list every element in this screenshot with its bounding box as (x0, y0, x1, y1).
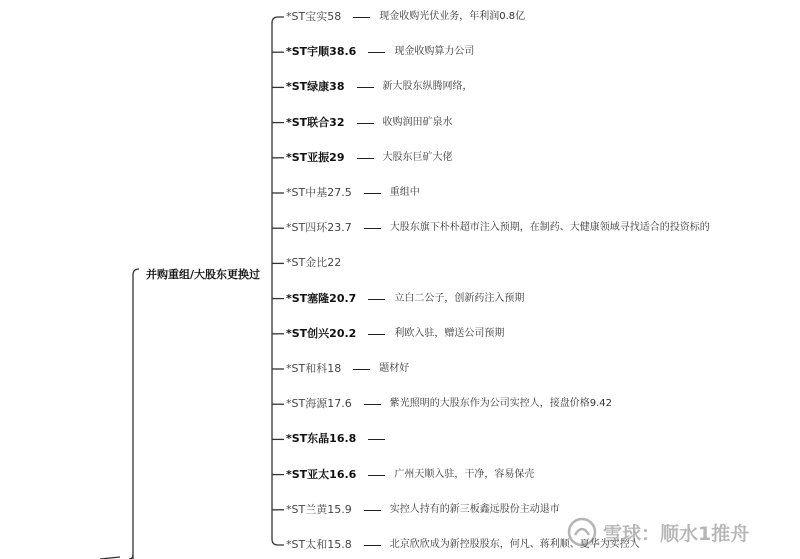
snowball-logo-icon (567, 517, 597, 547)
note-connector-dash (364, 404, 381, 405)
stock-node-label[interactable]: *ST四环23.7 (286, 221, 352, 235)
note-connector-dash (368, 52, 385, 53)
stock-node-label[interactable]: *ST亚太16.6 (286, 467, 357, 481)
note-text: 立白二公子，创新药注入预期 (394, 292, 525, 304)
stock-node-label[interactable]: *ST创兴20.2 (286, 326, 357, 340)
note-text: 现金收购算力公司 (394, 46, 475, 58)
note-text: 大股东旗下朴朴超市注入预期，在制药、大健康领域寻找适合的投资标的 (389, 222, 710, 234)
root-node-label[interactable]: 并购重组/大股东更换过 (146, 268, 261, 281)
stock-node-label[interactable]: *ST东晶16.8 (286, 432, 357, 446)
note-connector-dash (353, 17, 370, 18)
stock-node-label[interactable]: *ST太和15.8 (286, 538, 352, 551)
stock-node-label[interactable]: *ST宝实58 (286, 10, 342, 23)
note-text: 广州天顺入驻，干净，容易保壳 (394, 468, 535, 480)
stock-node-label[interactable]: *ST海源17.6 (286, 397, 352, 411)
stock-node-label[interactable]: *ST绿康38 (286, 80, 345, 94)
stock-node-label[interactable]: *ST中基27.5 (286, 186, 352, 199)
note-connector-dash (353, 369, 370, 370)
branch-connector (272, 17, 284, 23)
watermark (567, 515, 787, 549)
note-text: 新大股东纵腾网络， (382, 81, 473, 93)
stock-node-label[interactable]: *ST宇顺38.6 (286, 45, 357, 59)
stock-node-label[interactable]: *ST兰黄15.9 (286, 502, 352, 516)
watermark-text: 雪球：顺水1推舟 (603, 522, 750, 545)
note-connector-dash (368, 299, 385, 300)
note-connector-dash (368, 475, 385, 476)
stock-node-label[interactable]: *ST金比22 (286, 256, 342, 270)
note-text: 重组中 (389, 187, 420, 198)
branch-connector (272, 539, 284, 545)
stock-node-label[interactable]: *ST塞隆20.7 (286, 291, 357, 305)
stock-node-label[interactable]: *ST联合32 (286, 115, 345, 129)
note-text: 利欧入驻，赠送公司预期 (394, 327, 505, 339)
root-connector (133, 269, 139, 275)
note-text: 紫光照明的大股东作为公司实控人，接盘价格9.42 (389, 398, 612, 410)
note-connector-dash (357, 87, 374, 88)
root-spine-end (129, 555, 133, 559)
note-text: 实控人持有的新三板鑫远股份主动退市 (389, 503, 560, 515)
note-connector-dash (364, 193, 381, 194)
note-text: 收购润田矿泉水 (382, 116, 453, 128)
note-connector-dash (364, 545, 381, 546)
note-text: 大股东巨矿大佬 (382, 151, 453, 163)
note-connector-dash (364, 228, 381, 229)
note-text: 题材好 (379, 363, 410, 374)
note-connector-dash (368, 439, 385, 440)
stock-node-label[interactable]: *ST亚振29 (286, 150, 345, 164)
note-text: 北京欣欣成为新控股股东，何凡、蒋利顺、夏华为实控人 (389, 539, 640, 550)
note-connector-dash (357, 158, 374, 159)
note-connector-dash (364, 510, 381, 511)
note-connector-dash (368, 334, 385, 335)
note-text: 现金收购光伏业务，年利润0.8亿 (379, 11, 526, 22)
stock-node-label[interactable]: *ST和科18 (286, 362, 342, 375)
note-connector-dash (357, 123, 374, 124)
